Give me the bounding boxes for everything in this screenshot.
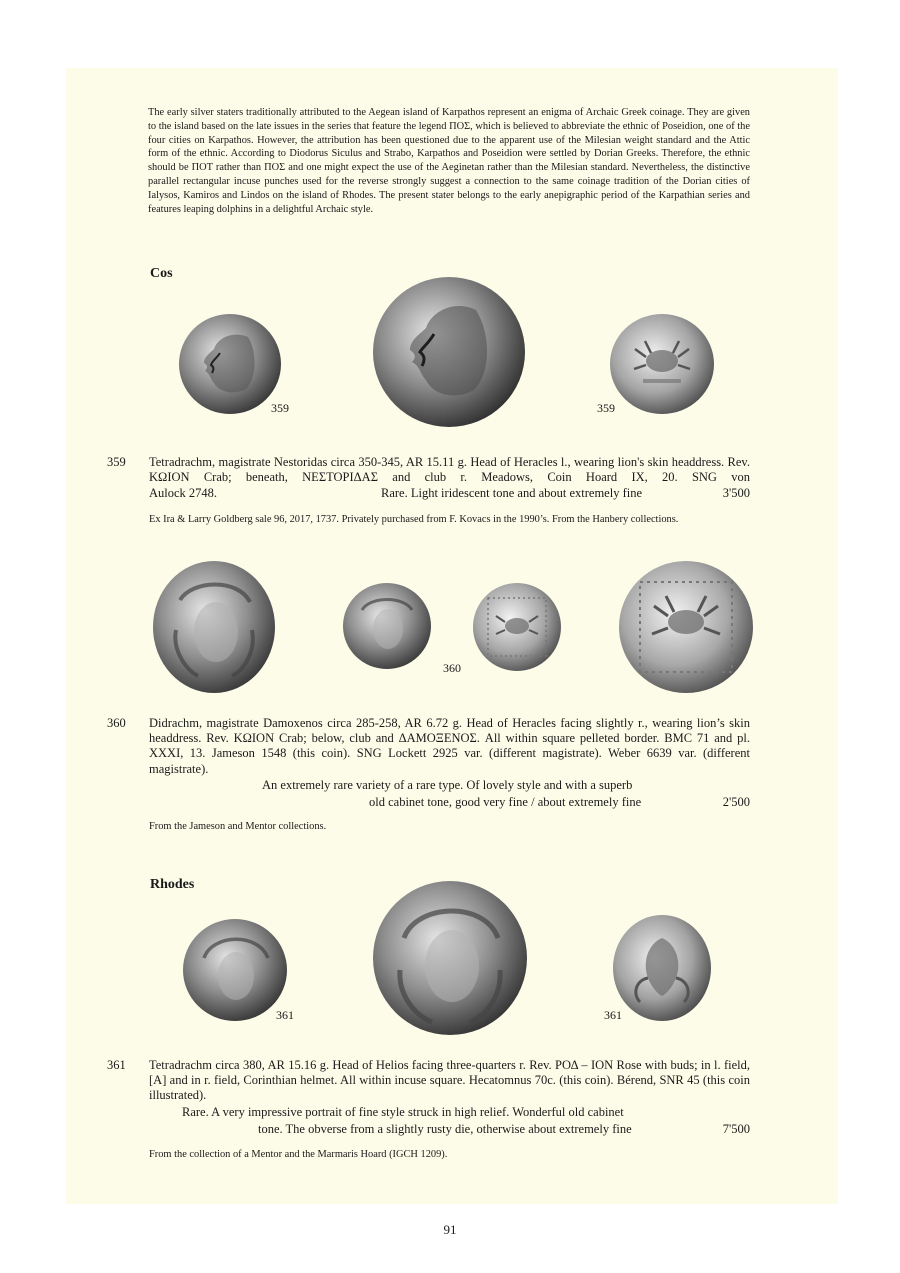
lot-provenance-359: Ex Ira & Larry Goldberg sale 96, 2017, 1737. Privately purchased from F. Kovacs in the 1990’s. From the Hanbery collections.: [149, 514, 679, 525]
coin-361-obverse-large: [372, 880, 528, 1036]
section-title-rhodes: Rhodes: [150, 877, 195, 892]
coin-361-reverse: [612, 914, 712, 1022]
coin-359-obverse-large: [372, 276, 526, 428]
lot-grade-361-line1: Rare. A very impressive portrait of fine style struck in high relief. Wonderful old cabinet: [182, 1105, 624, 1119]
coin-360-obverse-large: [152, 560, 276, 694]
image-label-361-right: 361: [604, 1008, 622, 1022]
coin-360-reverse-small: [472, 582, 562, 672]
coin-360-obverse-small: [342, 582, 432, 670]
lot-description-359-end: Aulock 2748.: [149, 486, 218, 500]
coin-360-reverse-large: [618, 560, 754, 694]
image-label-360: 360: [443, 661, 461, 675]
coin-359-obverse-small: [178, 313, 282, 415]
lot-grade-361-line2: tone. The obverse from a slightly rusty die, otherwise about extremely fine: [258, 1122, 632, 1136]
lot-provenance-361: From the collection of a Mentor and the Marmaris Hoard (IGCH 1209).: [149, 1149, 448, 1160]
lot-number-360: 360: [107, 716, 126, 730]
lot-description-360: Didrachm, magistrate Damoxenos circa 285-258, AR 6.72 g. Head of Heracles facing slightly r., wearing lion’s skin headdress. Rev. ΚΩΙΟΝ Crab; below, club and ΔΑΜΟΞΕΝΟΣ. All within square pelleted border. BMC 71 and pl. XXXI, 13. Jameson 1548 (this coin). SNG Lockett 2925 var. (different magistrate). Weber 6639 var. (different magistrate).: [149, 716, 750, 776]
lot-grade-359: Rare. Light iridescent tone and about extremely fine: [381, 486, 643, 500]
image-label-361-left: 361: [276, 1008, 294, 1022]
image-label-359-right: 359: [597, 401, 615, 415]
page-number: 91: [443, 1222, 457, 1237]
lot-provenance-360: From the Jameson and Mentor collections.: [149, 821, 327, 832]
lot-number-359: 359: [107, 455, 126, 469]
lot-grade-360-line1: An extremely rare variety of a rare type. Of lovely style and with a superb: [262, 778, 633, 792]
coin-361-obverse-small: [182, 918, 288, 1022]
image-label-359-left: 359: [271, 401, 289, 415]
section-title-cos: Cos: [150, 266, 173, 281]
lot-description-361: Tetradrachm circa 380, AR 15.16 g. Head of Helios facing three-quarters r. Rev. ΡΟΔ – ΙΟΝ Rose with buds; in l. field, [A] and in r. field, Corinthian helmet. All within incuse square. Hecatomnus 70c. (this coin). Bérend, SNR 45 (this coin illustrated).: [149, 1058, 750, 1103]
lot-description-359: Tetradrachm, magistrate Nestoridas circa 350-345, AR 15.11 g. Head of Heracles l., wearing lion's skin headdress. Rev. ΚΩΙΟΝ Crab; beneath, ΝΕΣΤΟΡΙΔΑΣ and club r. Meadows, Coin Hoard IX, 20. SNG von: [149, 455, 750, 485]
coin-359-reverse: [609, 313, 715, 415]
intro-paragraph: The early silver staters traditionally attributed to the Aegean island of Karpathos represent an enigma of Archaic Greek coinage. They are given to the island based on the late issues in the series that feature the legend ΠΟΣ, which is believed to abbreviate the ethnic of Poseidion, one of the four cities on Karpathos. However, the attribution has been questioned due to the apparent use of the Milesian weight standard and the Attic form of the ethnic. According to Diodorus Siculus and Strabo, Karpathos and Poseidion were settled by Dorian Greeks. Therefore, the ethnic should be ΠΟΤ rather than ΠΟΣ and one might expect the use of the Aeginetan rather than the Milesian standard. Nevertheless, the distinctive parallel rectangular incuse punches used for the reverse strongly suggest a connection to the same coinage tradition of the Dorian cities of Ialysos, Kamiros and Lindos on the island of Rhodes. The present stater belongs to the early anepigraphic period of the Karpathian series and features leaping dolphins in a delightful Archaic style.: [148, 107, 750, 215]
lot-price-361: 7'500: [722, 1122, 750, 1136]
lot-price-359: 3'500: [722, 486, 750, 500]
lot-price-360: 2'500: [722, 795, 750, 809]
lot-grade-360-line2: old cabinet tone, good very fine / about extremely fine: [369, 795, 642, 809]
lot-number-361: 361: [107, 1058, 126, 1072]
